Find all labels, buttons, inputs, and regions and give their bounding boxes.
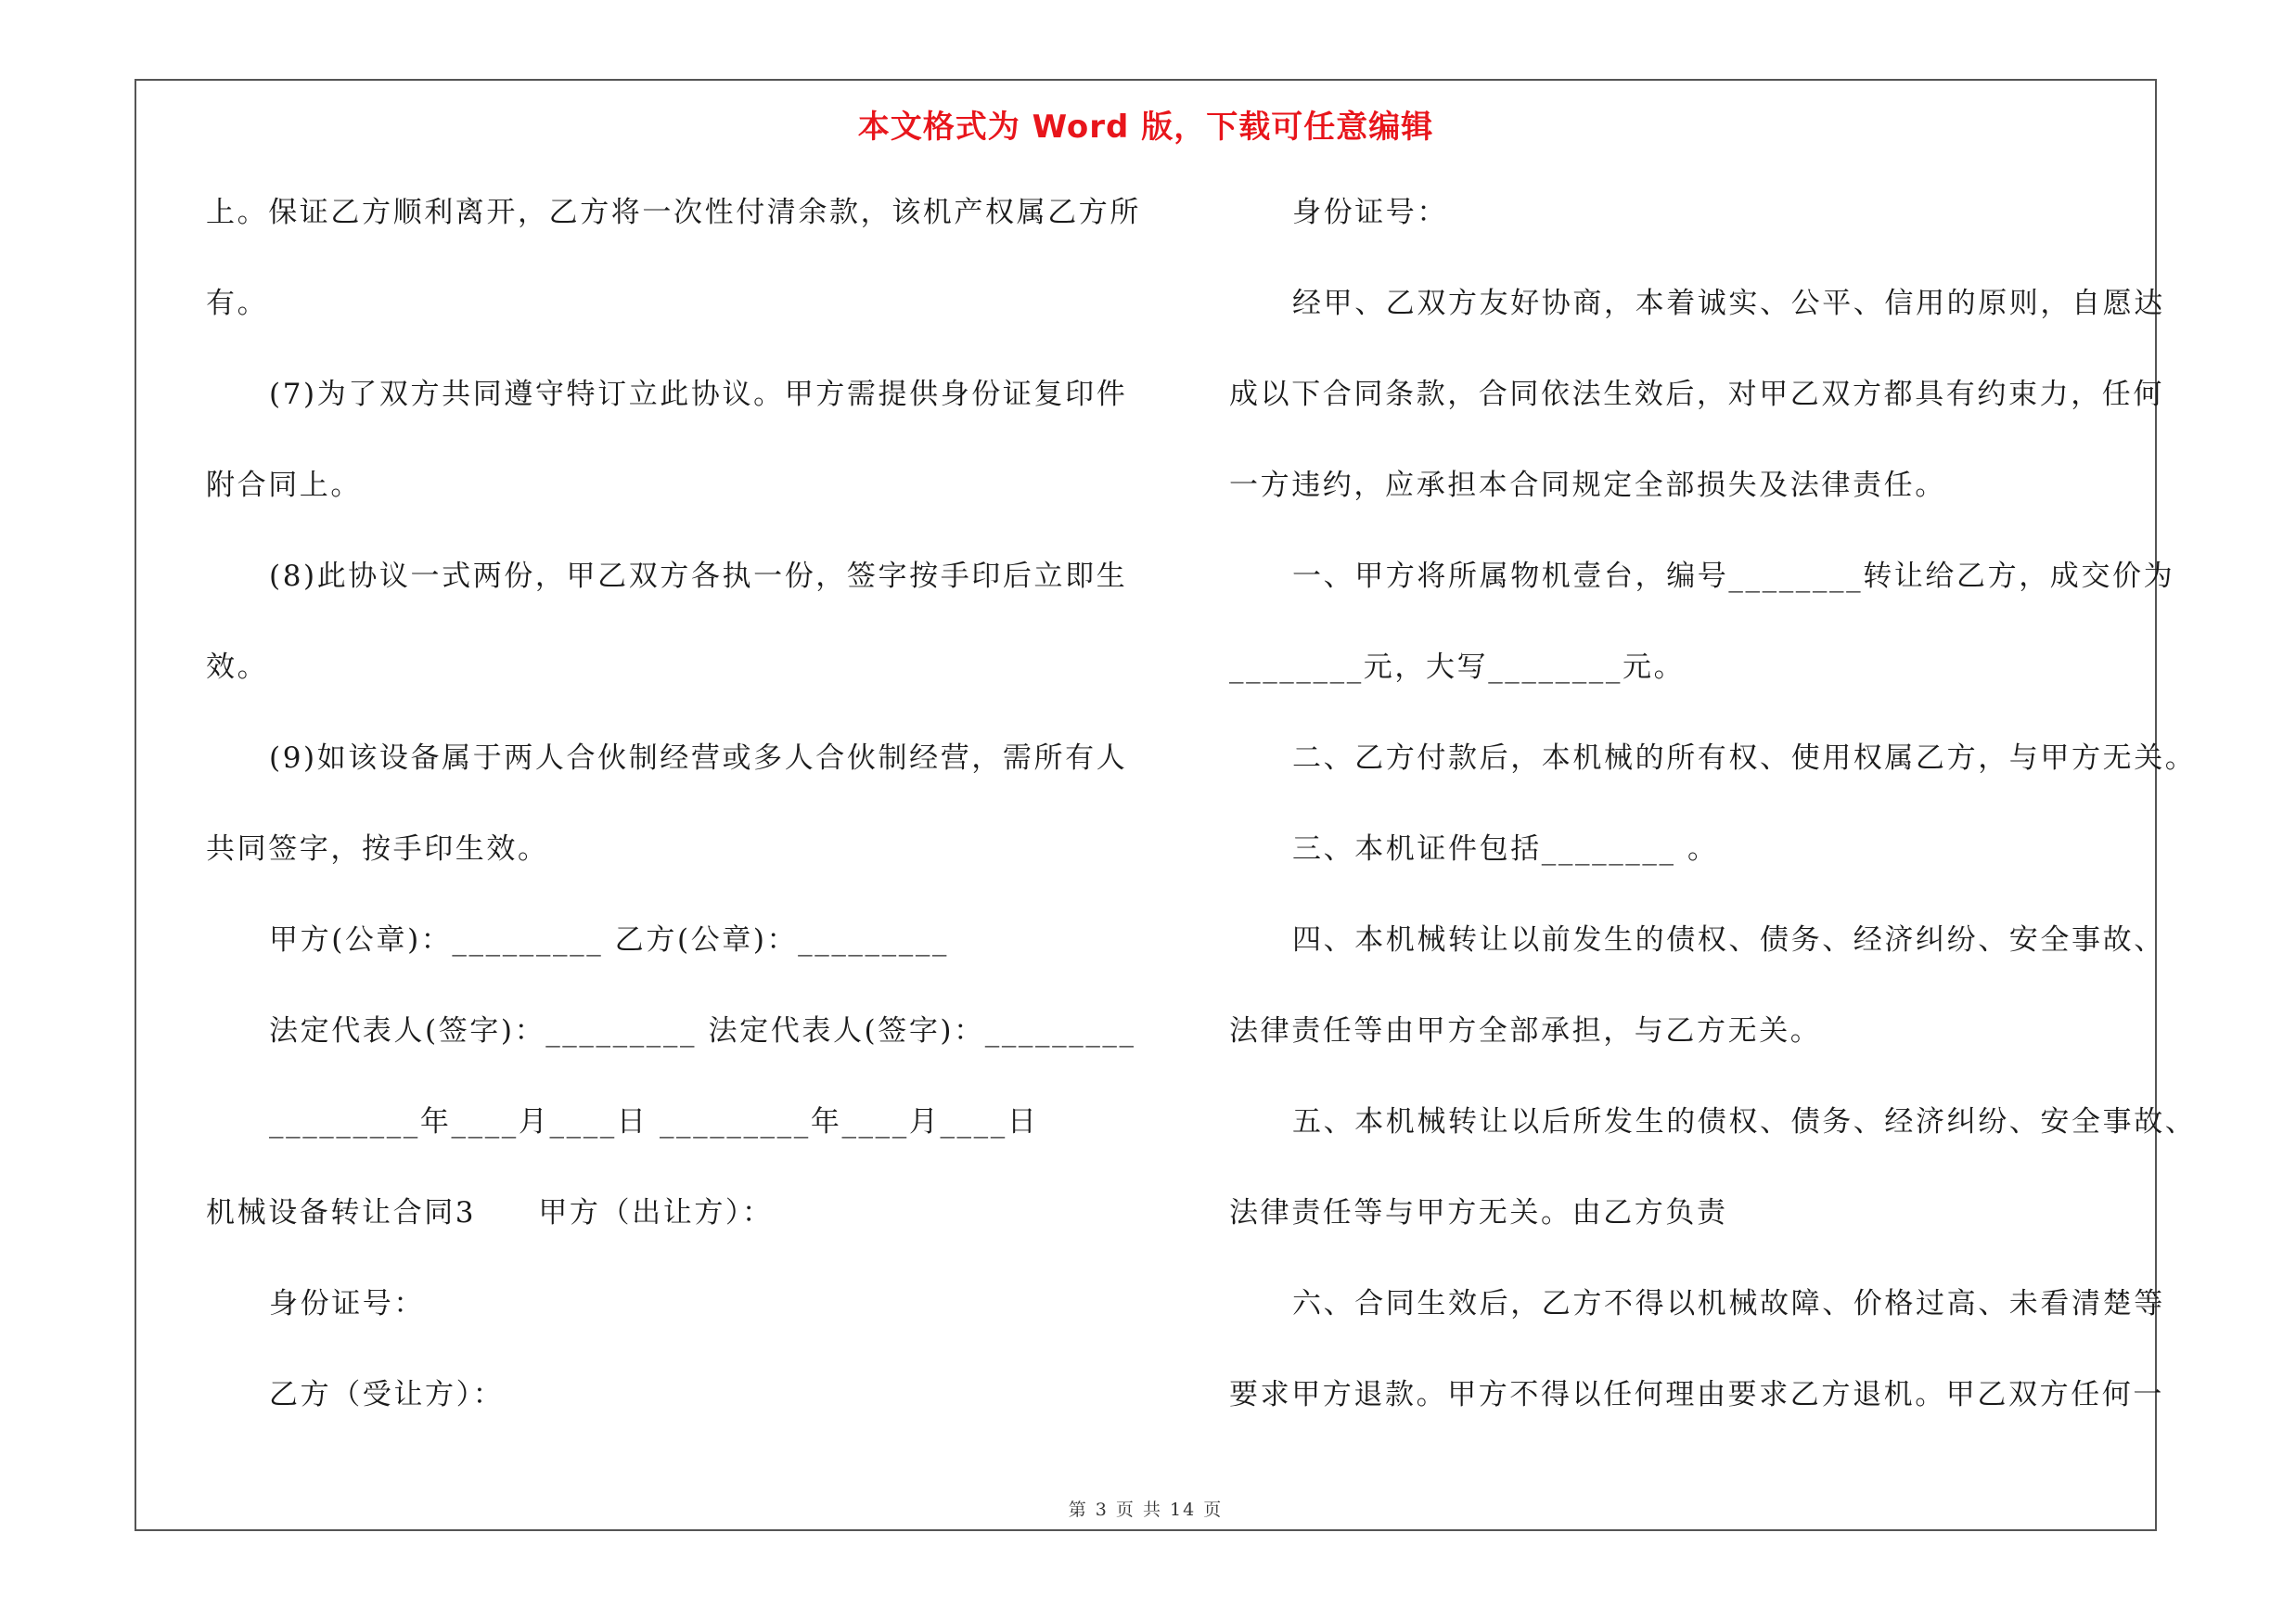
clause-3: 三、本机证件包括________ 。 [1292,832,1719,866]
text-line: 经甲、乙双方友好协商，本着诚实、公平、信用的原则，自愿达 [1292,287,2165,320]
text-line: ________元，大写________元。 [1229,650,1686,684]
text-line: 有。 [206,287,269,320]
signature-line-seal: 甲方(公章)：_________ 乙方(公章)：_________ [269,923,950,957]
text-line: (7)为了双方共同遵守特订立此协议。甲方需提供身份证复印件 [269,378,1128,411]
signature-line-date: _________年____月____日 _________年____月____日 [269,1105,1039,1139]
text-line: 成以下合同条款，合同依法生效后，对甲乙双方都具有约束力，任何 [1229,378,2164,411]
text-line: 要求甲方退款。甲方不得以任何理由要求乙方退机。甲乙双方任何一 [1229,1378,2164,1411]
text-line: 共同签字，按手印生效。 [206,832,549,866]
document-page [135,79,2197,1531]
page-number: 第 3 页 共 14 页 [1068,1500,1224,1520]
clause-1: 一、甲方将所属物机壹台，编号________转让给乙方，成交价为 [1292,560,2175,593]
signature-line-representative: 法定代表人(签字)：_________ 法定代表人(签字)：_________ [269,1014,1136,1048]
text-line: (8)此协议一式两份，甲乙双方各执一份，签字按手印后立即生 [269,560,1128,593]
text-line: 身份证号： [1292,196,1448,229]
text-line: 附合同上。 [206,469,362,502]
clause-4: 四、本机械转让以前发生的债权、债务、经济纠纷、安全事故、 [1292,923,2165,957]
text-line: (9)如该设备属于两人合伙制经营或多人合伙制经营，需所有人 [269,741,1128,775]
text-line: 乙方（受让方）： [269,1378,505,1411]
clause-2: 二、乙方付款后，本机械的所有权、使用权属乙方，与甲方无关。 [1292,741,2197,775]
clause-6: 六、合同生效后，乙方不得以机械故障、价格过高、未看清楚等 [1292,1287,2165,1320]
text-line: 效。 [206,650,269,684]
text-line: 上。保证乙方顺利离开，乙方将一次性付清余款，该机产权属乙方所 [206,196,1141,229]
text-line: 一方违约，应承担本合同规定全部损失及法律责任。 [1229,469,1946,502]
text-line: 法律责任等由甲方全部承担，与乙方无关。 [1229,1014,1822,1048]
word-format-banner: 本文格式为 Word 版，下载可任意编辑 [857,109,1434,146]
contract-heading-line: 机械设备转让合同3 甲方（出让方）： [206,1196,774,1230]
text-line: 身份证号： [269,1287,425,1320]
text-line: 法律责任等与甲方无关。由乙方负责 [1229,1196,1728,1230]
clause-5: 五、本机械转让以后所发生的债权、债务、经济纠纷、安全事故、 [1292,1105,2197,1139]
